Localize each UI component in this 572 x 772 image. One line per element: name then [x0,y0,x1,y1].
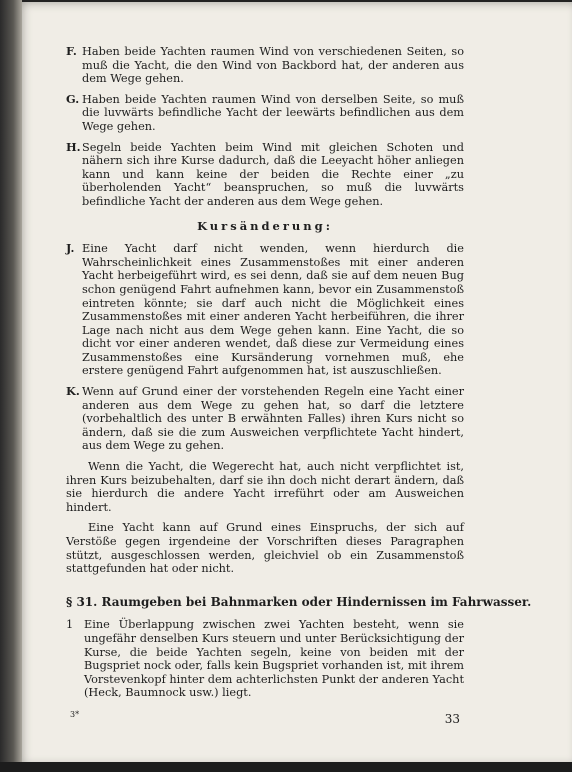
rule-letter: F. [66,44,77,58]
rule-letter: K. [66,384,80,399]
rule-entry-h [66,141,464,209]
rule-text: Haben beide Yachten raumen Wind von derselben Seite, so muß die luvwärts befindliche Yacht der leewärts befindlichen aus dem Wege gehen. [82,92,464,133]
scan-bottom-edge [0,762,572,772]
section-heading: Kursänderung: [197,218,333,233]
rule-letter: G. [66,91,80,106]
rule-entry-f [66,45,464,86]
paragraph: Eine Yacht kann auf Grund eines Einspruchs, der sich auf Verstöße gegen irgendeine der Vorschriften dieses Paragraphen stützt, ausgeschlossen werden, gleichviel ob ein Zusammenstoß stattgefunden hat oder nicht. [66,521,464,576]
rule-letter: J. [66,241,75,256]
text-block [66,44,532,700]
rule-text: Wenn auf Grund einer der vorstehenden Regeln eine Yacht einer anderen aus dem Wege zu gehen hat, so darf die letztere (vorbehaltlich des unter B erwähnten Falles) ihren Kurs nicht so ändern, daß sie die zum Ausweichen verpflichtete Yacht hindert, aus dem Wege zu gehen. [82,385,464,453]
rule-letter: H. [66,139,81,154]
rule-entry-j [66,242,464,378]
signature-mark: 3* [70,710,80,719]
section-title: § 31. Raumgeben bei Bahnmarken oder Hindernissen im Fahrwasser. [66,594,532,609]
section-paragraph [66,618,464,700]
rule-text: Eine Yacht darf nicht wenden, wenn hierdurch die Wahrscheinlichkeit eines Zusammenstoßes mit einer anderen Yacht herbeigeführt wird, es sei denn, daß sie auf dem neuen Bug schon genügend Fahrt aufnehmen kann, bevor ein Zusammenstoß eintreten könnte; sie darf auch nicht die Möglichkeit eines Zusammenstoßes mit einer anderen Yacht herbeiführen, die ihrer Lage nach nicht aus dem Wege gehen kann. Eine Yacht, die so dicht vor einer anderen wendet, daß diese zur Vermeidung eines Zusammenstoßes eine Kursänderung vornehmen muß, ehe erstere genügend Fahrt aufgenommen hat, ist auszuschließen. [82,242,464,378]
rule-entry-g [66,93,464,134]
paragraph-text: Eine Überlappung zwischen zwei Yachten besteht, wenn sie ungefähr denselben Kurs steuern und unter Berücksichtigung der Kurse, die beide Yachten segeln, keine von beiden mit der Bugspriet nock oder, falls kein Bugspriet vorhanden ist, mit ihrem Vorstevenkopf hinter dem achterlichsten Punkt der anderen Yacht (Heck, Baumnock usw.) liegt. [84,618,464,700]
page-footer [70,712,460,732]
paragraph-number: 1 [66,618,74,632]
book-spine-shadow [0,0,22,772]
paragraph: Wenn die Yacht, die Wegerecht hat, auch nicht verpflichtet ist, ihren Kurs beizubehalten, darf sie ihn doch nicht derart ändern, daß sie hierdurch die andere Yacht irreführt oder am Ausweichen hindert. [66,460,464,514]
rule-text: Segeln beide Yachten beim Wind mit gleichen Schoten und nähern sich ihre Kurse dadurch, daß die Leeyacht höher anliegen kann und kann keine der beiden die Rechte einer „zu überholenden Yacht“ beanspruchen, so muß die luvwärts befindliche Yacht der anderen aus dem Wege gehen. [82,140,464,208]
rule-text: Haben beide Yachten raumen Wind von verschiedenen Seiten, so muß die Yacht, die den Wind von Backbord hat, der anderen aus dem Wege gehen. [82,45,464,86]
rule-entry-k [66,385,464,453]
page-number: 33 [444,712,460,726]
